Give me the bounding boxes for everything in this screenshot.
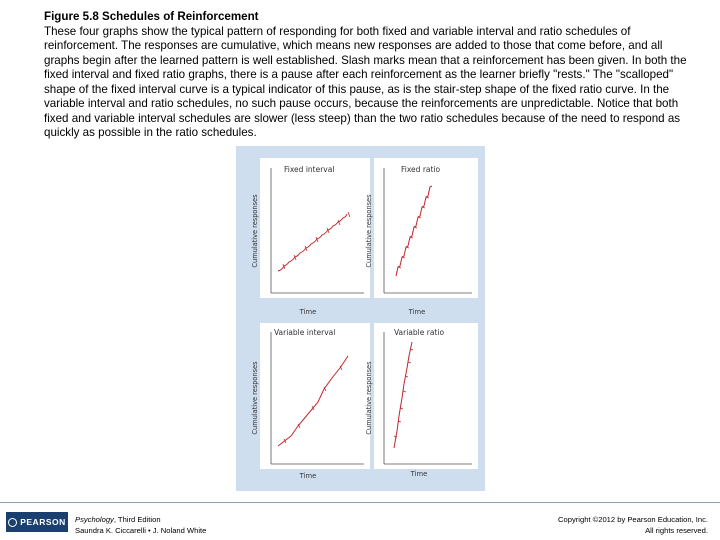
- publisher-name: PEARSON: [20, 517, 66, 527]
- graph-panel: [374, 158, 478, 298]
- graph-panel: [374, 323, 478, 469]
- figure-caption: [44, 10, 694, 141]
- x-axis-label: Time: [299, 472, 317, 480]
- graph-title: Variable interval: [274, 328, 336, 337]
- figure-description: These four graphs show the typical pattern of responding for both fixed and variable interval and ratio schedules of reinforcement. The responses are cumulative, which means new responses are added to those that come before, and all graphs begin after the learned pattern is well established. Slash marks mean that a reinforcement has been given. In both the fixed interval and fixed ratio graphs, there is a pause after each reinforcement as the learner briefly "rests." The "scalloped" shape of the fixed interval curve is a typical indicator of this pause, as is the stair-step shape of the fixed ratio curve. In the variable interval and ratio schedules, no such pause occurs, because the reinforcements are unpredictable. Notice that both fixed and variable interval schedules are slower (less steep) than the two ratio schedules because of the need to respond as quickly as possible in the ratio schedules.: [44, 24, 687, 139]
- book-title-line: [75, 514, 206, 525]
- rights-line: All rights reserved.: [645, 526, 708, 535]
- graph-variable-interval: [251, 323, 370, 480]
- book-edition: , Third Edition: [113, 515, 161, 524]
- y-axis-label: Cumulative responses: [365, 361, 373, 435]
- x-axis-label: Time: [408, 308, 426, 316]
- book-citation: [75, 514, 206, 536]
- copyright-line: Copyright ©2012 by Pearson Education, Inc.: [558, 515, 708, 524]
- reinforcement-schedules-figure: [236, 146, 485, 491]
- book-title: Psychology: [75, 515, 114, 524]
- graphs-svg: [236, 146, 485, 491]
- pearson-logo-icon: [8, 518, 17, 527]
- x-axis-label: Time: [410, 470, 428, 478]
- graph-title: Fixed interval: [284, 165, 335, 174]
- publisher-logo: [6, 512, 68, 532]
- y-axis-label: Cumulative responses: [251, 194, 259, 268]
- figure-title: Figure 5.8 Schedules of Reinforcement: [44, 10, 259, 23]
- graph-panel: [260, 158, 370, 298]
- graph-fixed-interval: [251, 158, 370, 316]
- book-authors: Saundra K. Ciccarelli • J. Noland White: [75, 526, 207, 535]
- graph-title: Fixed ratio: [401, 165, 441, 174]
- copyright-notice: [558, 514, 708, 536]
- footer-divider: [0, 502, 720, 503]
- x-axis-label: Time: [299, 308, 317, 316]
- graph-title: Variable ratio: [394, 328, 445, 337]
- y-axis-label: Cumulative responses: [365, 194, 373, 268]
- graph-variable-ratio: [365, 323, 478, 478]
- graph-fixed-ratio: [365, 158, 478, 316]
- y-axis-label: Cumulative responses: [251, 361, 259, 435]
- graph-panel: [260, 323, 370, 469]
